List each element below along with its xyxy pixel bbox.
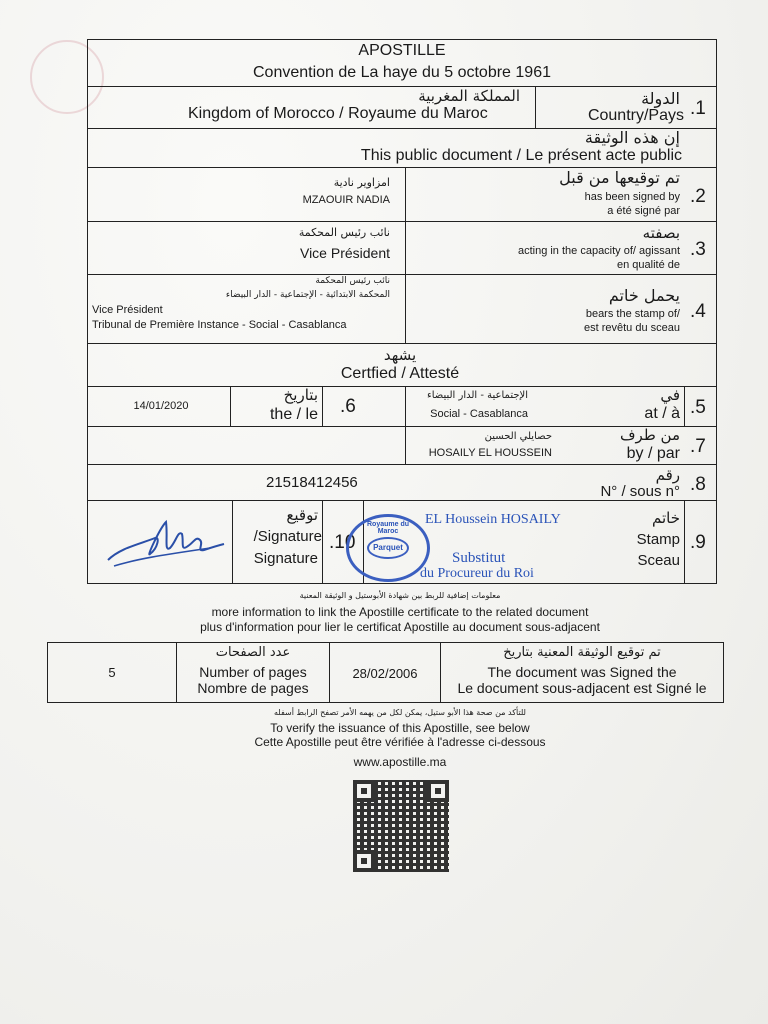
date-label-ar: بتاريخ xyxy=(283,386,318,404)
capacity-value: Vice Président xyxy=(299,245,390,261)
divider xyxy=(535,86,536,128)
stamp-label-fr: est revêtu du sceau xyxy=(583,322,680,334)
place-value: Social - Casablanca xyxy=(430,408,528,420)
public-doc-ar: إن هذه الوثيقة xyxy=(584,128,680,147)
date-label: the / le xyxy=(269,406,318,423)
table-border-bottom xyxy=(87,583,717,584)
capacity-value-ar: نائب رئيس المحكمة xyxy=(298,226,390,239)
info-ar: معلومات إضافية للربط بين شهادة الأبوستيل و الوثيقة المعنية xyxy=(299,591,501,600)
divider xyxy=(87,274,717,275)
row-number: .1 xyxy=(690,98,706,119)
info-en: more information to link the Apostille certificate to the related document xyxy=(211,605,589,619)
row-number: .9 xyxy=(690,532,706,553)
stamp-label-ar: يحمل خاتم xyxy=(608,286,680,305)
pages-label-fr: Nombre de pages xyxy=(197,680,309,696)
divider xyxy=(322,500,323,583)
signature-label-ar: توقيع xyxy=(286,506,318,524)
authority-name: HOSAILY EL HOUSSEIN xyxy=(428,447,552,459)
qr-finder-pattern xyxy=(353,850,375,872)
official-seal xyxy=(346,514,430,582)
country-value: Kingdom of Morocco / Royaume du Maroc xyxy=(188,105,488,122)
stamp-value-ar-2: المحكمة الابتدائية - الإجتماعية - الدار البيضاء xyxy=(225,290,390,300)
row-number: .6 xyxy=(340,396,356,417)
signer-name: MZAOUIR NADIA xyxy=(302,194,390,206)
divider xyxy=(405,167,406,343)
stamp-value-ar-1: نائب رئيس المحكمة xyxy=(315,276,390,286)
divider xyxy=(87,500,717,501)
verify-url[interactable]: www.apostille.ma xyxy=(353,755,447,769)
table-border-right xyxy=(716,39,717,583)
signed-date-label-fr: Le document sous-adjacent est Signé le xyxy=(457,680,707,696)
linktable-border-right xyxy=(723,642,724,703)
pages-label-ar: عدد الصفحات xyxy=(215,645,291,660)
pages-value: 5 xyxy=(108,665,116,680)
by-label-ar: من طرف xyxy=(620,426,680,444)
row-number: .5 xyxy=(690,397,706,418)
qr-finder-pattern xyxy=(427,780,449,802)
stamp-label-en: bears the stamp of/ xyxy=(585,308,680,320)
stamp-row-label-en: Stamp xyxy=(636,531,680,548)
place-value-ar: الإجتماعية - الدار البيضاء xyxy=(427,390,528,401)
country-label: Country/Pays xyxy=(587,107,684,124)
stamp-value-1: Vice Président xyxy=(92,304,163,316)
verify-en: To verify the issuance of this Apostille, see below xyxy=(270,721,530,735)
number-label-ar: رقم xyxy=(655,466,680,484)
divider xyxy=(684,386,685,426)
qr-finder-pattern xyxy=(353,780,375,802)
capacity-label-ar: بصفته xyxy=(642,224,680,242)
authority-name-ar: حصايلي الحسين xyxy=(484,431,552,442)
seal-inner-ring xyxy=(367,537,409,559)
apostille-number: 21518412456 xyxy=(266,474,358,491)
place-label: at / à xyxy=(644,405,680,422)
stamp-officer-title-1: Substitut xyxy=(452,550,506,566)
stamp-officer-name: EL Houssein HOSAILY xyxy=(425,512,561,527)
qr-code[interactable] xyxy=(353,780,449,872)
signed-date-label-en: The document was Signed the xyxy=(487,664,677,680)
linktable-border-bottom xyxy=(47,702,724,703)
row-number: .7 xyxy=(690,436,706,457)
date-value: 14/01/2020 xyxy=(133,400,189,412)
divider xyxy=(87,343,717,344)
divider xyxy=(322,386,323,426)
capacity-label-fr: en qualité de xyxy=(617,259,680,271)
signed-date-label-ar: تم توقيع الوثيقة المعنية بتاريخ xyxy=(503,645,661,660)
divider xyxy=(232,500,233,583)
row-number: .4 xyxy=(690,301,706,322)
linktable-border-top xyxy=(47,642,724,643)
table-border-top xyxy=(87,39,717,40)
number-label: N° / sous n° xyxy=(600,483,680,500)
verify-fr: Cette Apostille peut être vérifiée à l'adresse ci-dessous xyxy=(254,735,546,749)
signed-by-label-en: has been signed by xyxy=(584,191,680,203)
divider xyxy=(230,386,231,426)
country-value-ar: المملكة المغربية xyxy=(418,87,520,105)
signed-by-label-ar: تم توقيعها من قبل xyxy=(559,168,680,187)
divider xyxy=(87,464,717,465)
stamp-row-label-fr: Sceau xyxy=(637,552,680,569)
signer-name-ar: امزاوير نادية xyxy=(333,176,390,189)
convention-line: Convention de La haye du 5 octobre 1961 xyxy=(252,64,551,81)
stamp-row-label-ar: خاتم xyxy=(651,509,680,527)
signed-by-label-fr: a été signé par xyxy=(607,205,680,217)
signature-label-en: /Signature xyxy=(253,528,322,545)
table-border-left xyxy=(87,39,88,583)
info-fr: plus d'information pour lier le certificat Apostille au document sous-adjacent xyxy=(200,620,600,634)
verify-ar: للتأكد من صحة هذا الأبو ستيل، يمكن لكل من يهمه الأمر تصفح الرابط أسفله xyxy=(274,708,526,717)
row-number: .3 xyxy=(690,239,706,260)
document-title: APOSTILLE xyxy=(358,42,446,59)
row-number: .8 xyxy=(690,474,706,495)
stamp-value-2: Tribunal de Première Instance - Social - Casablanca xyxy=(92,319,347,331)
place-label-ar: في xyxy=(660,386,680,404)
row-number: .2 xyxy=(690,186,706,207)
document-date-value: 28/02/2006 xyxy=(352,666,418,681)
stamp-officer-title-2: du Procureur du Roi xyxy=(420,566,534,581)
pages-label-en: Number of pages xyxy=(199,664,307,680)
certified-ar: يشهد xyxy=(383,346,417,364)
by-label: by / par xyxy=(626,445,680,462)
certified-text: Certfied / Attesté xyxy=(340,365,460,382)
divider xyxy=(684,500,685,583)
capacity-label-en: acting in the capacity of/ agissant xyxy=(517,245,680,257)
seal-center-text: Parquet xyxy=(373,543,403,552)
seal-ring-text: Royaume du Maroc xyxy=(366,521,409,535)
public-doc-text: This public document / Le présent acte public xyxy=(360,147,682,164)
row-number: .10 xyxy=(329,532,356,553)
signature-label-fr: Signature xyxy=(253,550,318,567)
divider xyxy=(87,221,717,222)
handwritten-signature xyxy=(100,508,230,578)
country-label-ar: الدولة xyxy=(641,89,680,108)
